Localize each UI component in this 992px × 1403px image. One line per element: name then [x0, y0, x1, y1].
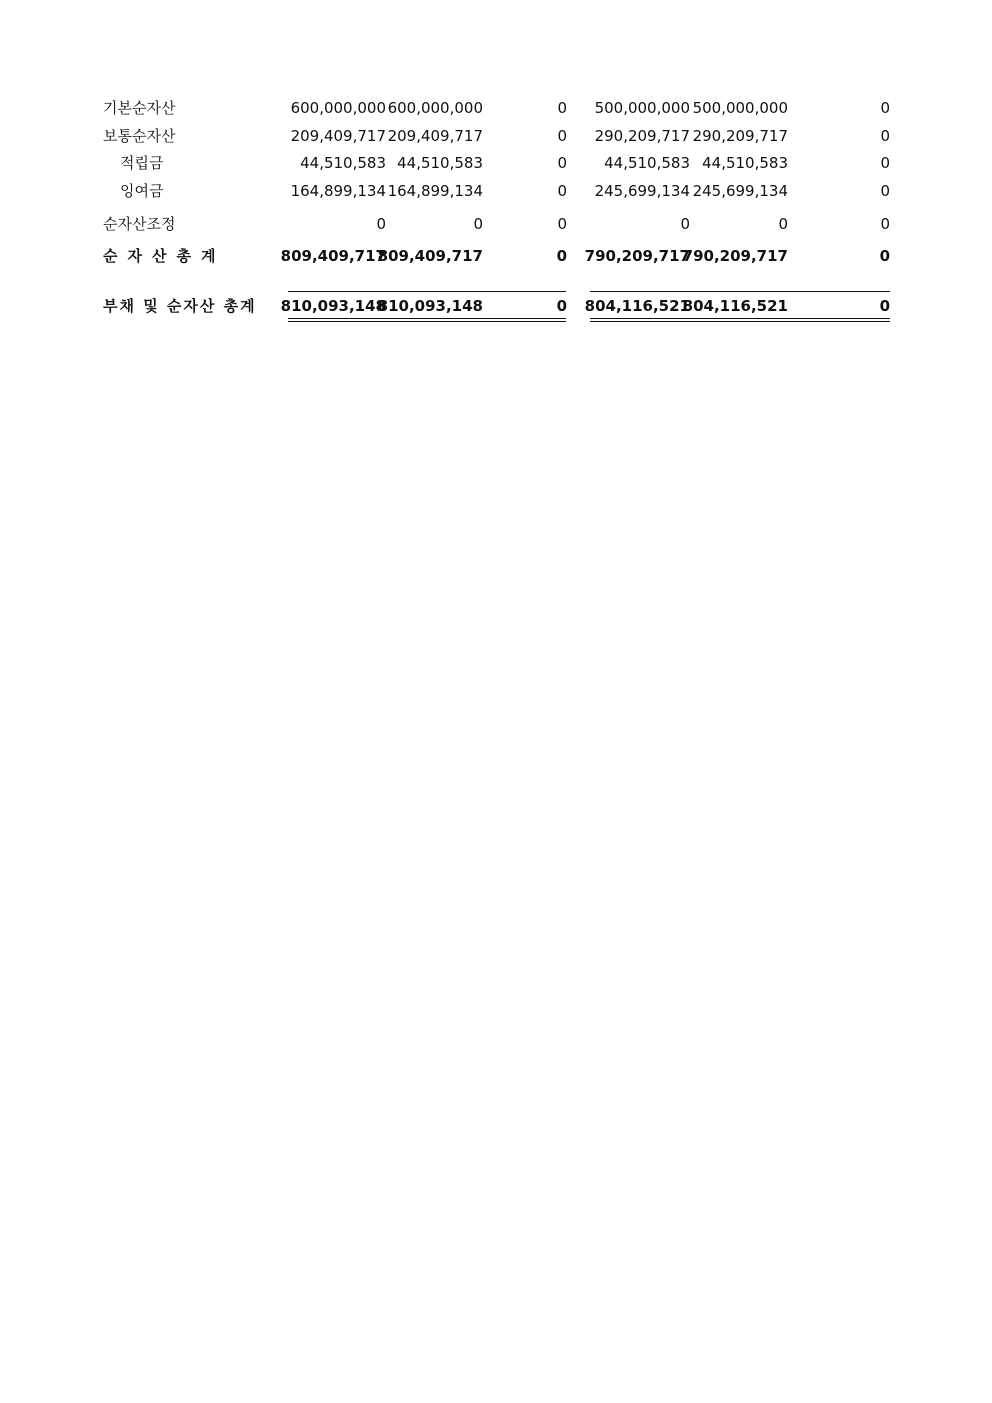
table-row: [0, 151, 992, 175]
double-rule-current: [288, 318, 566, 322]
table-row: [0, 179, 992, 203]
value-prior-diff: 0: [880, 182, 890, 200]
value-current-1: 809,409,717: [280, 247, 386, 265]
value-prior-diff: 0: [880, 127, 890, 145]
value-prior-1: 804,116,521: [584, 297, 690, 315]
value-current-2: 209,409,717: [387, 127, 483, 145]
value-prior-1: 290,209,717: [594, 127, 690, 145]
row-label: 적립금: [120, 154, 164, 172]
net-assets-total-row: [0, 244, 992, 268]
double-rule-prior: [590, 318, 890, 322]
value-prior-2: 245,699,134: [692, 182, 788, 200]
value-current-2: 600,000,000: [387, 99, 483, 117]
value-prior-diff: 0: [880, 154, 890, 172]
value-current-2: 164,899,134: [387, 182, 483, 200]
value-current-1: 44,510,583: [300, 154, 386, 172]
value-current-diff: 0: [556, 297, 567, 315]
value-prior-1: 245,699,134: [594, 182, 690, 200]
row-label: 잉여금: [120, 182, 164, 200]
table-row: [0, 124, 992, 148]
value-prior-diff: 0: [880, 99, 890, 117]
value-current-1: 209,409,717: [290, 127, 386, 145]
value-current-1: 0: [376, 215, 386, 233]
row-label: 순자산총계: [103, 247, 226, 265]
value-prior-2: 290,209,717: [692, 127, 788, 145]
value-prior-2: 790,209,717: [682, 247, 788, 265]
value-prior-diff: 0: [879, 297, 890, 315]
value-prior-1: 44,510,583: [604, 154, 690, 172]
value-prior-diff: 0: [880, 215, 890, 233]
value-prior-2: 0: [778, 215, 788, 233]
value-current-1: 810,093,148: [280, 297, 386, 315]
value-current-diff: 0: [557, 215, 567, 233]
grand-total-row: [0, 294, 992, 318]
value-current-diff: 0: [556, 247, 567, 265]
value-current-2: 0: [473, 215, 483, 233]
row-label: 순자산조정: [103, 215, 176, 233]
value-current-diff: 0: [557, 127, 567, 145]
value-current-1: 164,899,134: [290, 182, 386, 200]
row-label: 기본순자산: [103, 99, 176, 117]
value-current-2: 810,093,148: [377, 297, 483, 315]
value-prior-1: 0: [680, 215, 690, 233]
table-row: [0, 212, 992, 236]
rule-top-prior: [590, 291, 890, 292]
value-current-diff: 0: [557, 182, 567, 200]
value-current-1: 600,000,000: [290, 99, 386, 117]
value-prior-2: 500,000,000: [692, 99, 788, 117]
value-current-2: 809,409,717: [377, 247, 483, 265]
value-prior-2: 44,510,583: [702, 154, 788, 172]
row-label: 보통순자산: [103, 127, 176, 145]
value-prior-1: 500,000,000: [594, 99, 690, 117]
value-current-diff: 0: [557, 154, 567, 172]
table-row: [0, 96, 992, 120]
rule-top-current: [288, 291, 566, 292]
value-prior-diff: 0: [879, 247, 890, 265]
value-prior-1: 790,209,717: [584, 247, 690, 265]
value-prior-2: 804,116,521: [682, 297, 788, 315]
value-current-diff: 0: [557, 99, 567, 117]
value-current-2: 44,510,583: [397, 154, 483, 172]
row-label: 부채 및 순자산 총계: [103, 297, 257, 315]
